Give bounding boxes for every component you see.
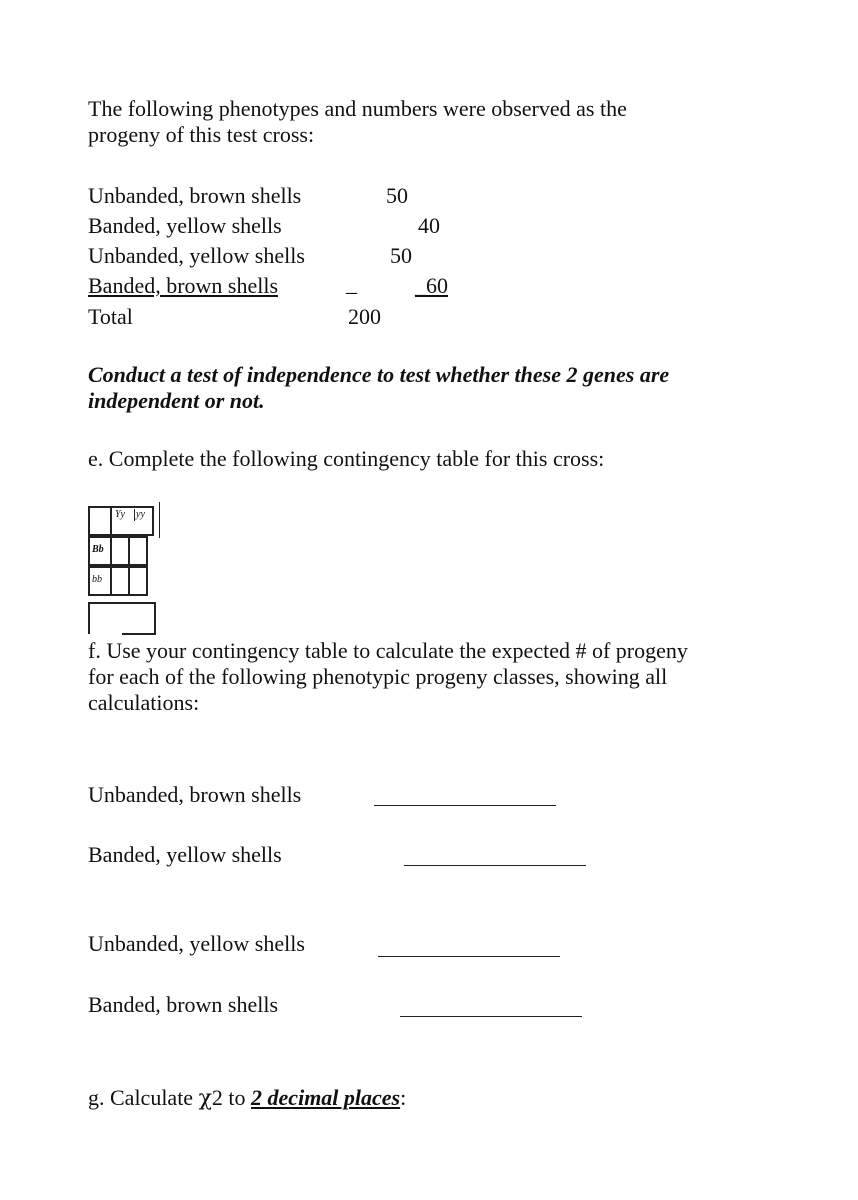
- expected-label-1: Unbanded, brown shells: [88, 782, 302, 807]
- intro-line-1: The following phenotypes and numbers were observed as the: [88, 96, 627, 121]
- part-g-symbol-suffix: 2 to: [211, 1085, 252, 1110]
- table-cell-bb-yy1[interactable]: [110, 536, 130, 566]
- table-totals-underline: [122, 633, 156, 635]
- expected-answer-line-1[interactable]: [374, 805, 556, 806]
- table-row-header-1: Bb: [92, 544, 104, 555]
- intro-text: [88, 96, 788, 148]
- total-value: 200: [348, 304, 381, 329]
- part-e-prompt: e. Complete the following contingency table for this cross:: [88, 446, 605, 471]
- observed-value-4: _60: [415, 273, 448, 298]
- part-g-prefix: g. Calculate: [88, 1085, 199, 1110]
- expected-label-4: Banded, brown shells: [88, 992, 279, 1017]
- table-col-header-1: Yy: [115, 509, 125, 520]
- instruction-line-1: Conduct a test of independence to test whether these 2 genes are: [88, 362, 670, 387]
- chi-symbol: χ: [198, 1086, 212, 1111]
- expected-answer-line-3[interactable]: [378, 956, 560, 957]
- observed-label-3: Unbanded, yellow shells: [88, 243, 305, 268]
- total-label: Total: [88, 304, 133, 329]
- intro-line-2: progeny of this test cross:: [88, 122, 315, 147]
- instruction: [88, 362, 669, 414]
- table-cell-bb2-yy2[interactable]: [128, 566, 148, 596]
- part-g-suffix: :: [400, 1085, 407, 1110]
- table-row-header-2: bb: [92, 574, 102, 585]
- observed-value-1: 50: [386, 183, 408, 208]
- observed-label-4: Banded, brown shells: [88, 273, 279, 298]
- table-corner-cell: [88, 506, 112, 536]
- table-cell-bb-yy2[interactable]: [128, 536, 148, 566]
- table-col-header-2: yy: [136, 509, 145, 520]
- part-f-line-3: calculations:: [88, 690, 200, 715]
- expected-label-3: Unbanded, yellow shells: [88, 931, 305, 956]
- observed-value-2: 40: [418, 213, 440, 238]
- part-g-emphasis: 2 decimal places: [251, 1085, 401, 1110]
- part-f-prompt: [88, 638, 688, 716]
- table-header-cell: [110, 506, 154, 536]
- table-row-header-cell-2: [88, 566, 112, 596]
- part-f-line-2: for each of the following phenotypic progeny classes, showing all: [88, 664, 668, 689]
- expected-answer-line-4[interactable]: [400, 1016, 582, 1017]
- part-g-prompt: [88, 1085, 406, 1112]
- table-row-header-cell-1: [88, 536, 112, 566]
- observed-dash: _: [346, 271, 357, 296]
- expected-answer-line-2[interactable]: [404, 865, 586, 866]
- part-f-line-1: f. Use your contingency table to calculate the expected # of progeny: [88, 638, 688, 663]
- observed-value-3: 50: [390, 243, 412, 268]
- observed-label-1: Unbanded, brown shells: [88, 183, 302, 208]
- instruction-line-2: independent or not.: [88, 388, 265, 413]
- table-totals-row: [88, 602, 156, 634]
- expected-label-2: Banded, yellow shells: [88, 842, 282, 867]
- table-cell-bb2-yy1[interactable]: [110, 566, 130, 596]
- observed-label-2: Banded, yellow shells: [88, 213, 282, 238]
- table-header-edge: [159, 502, 160, 538]
